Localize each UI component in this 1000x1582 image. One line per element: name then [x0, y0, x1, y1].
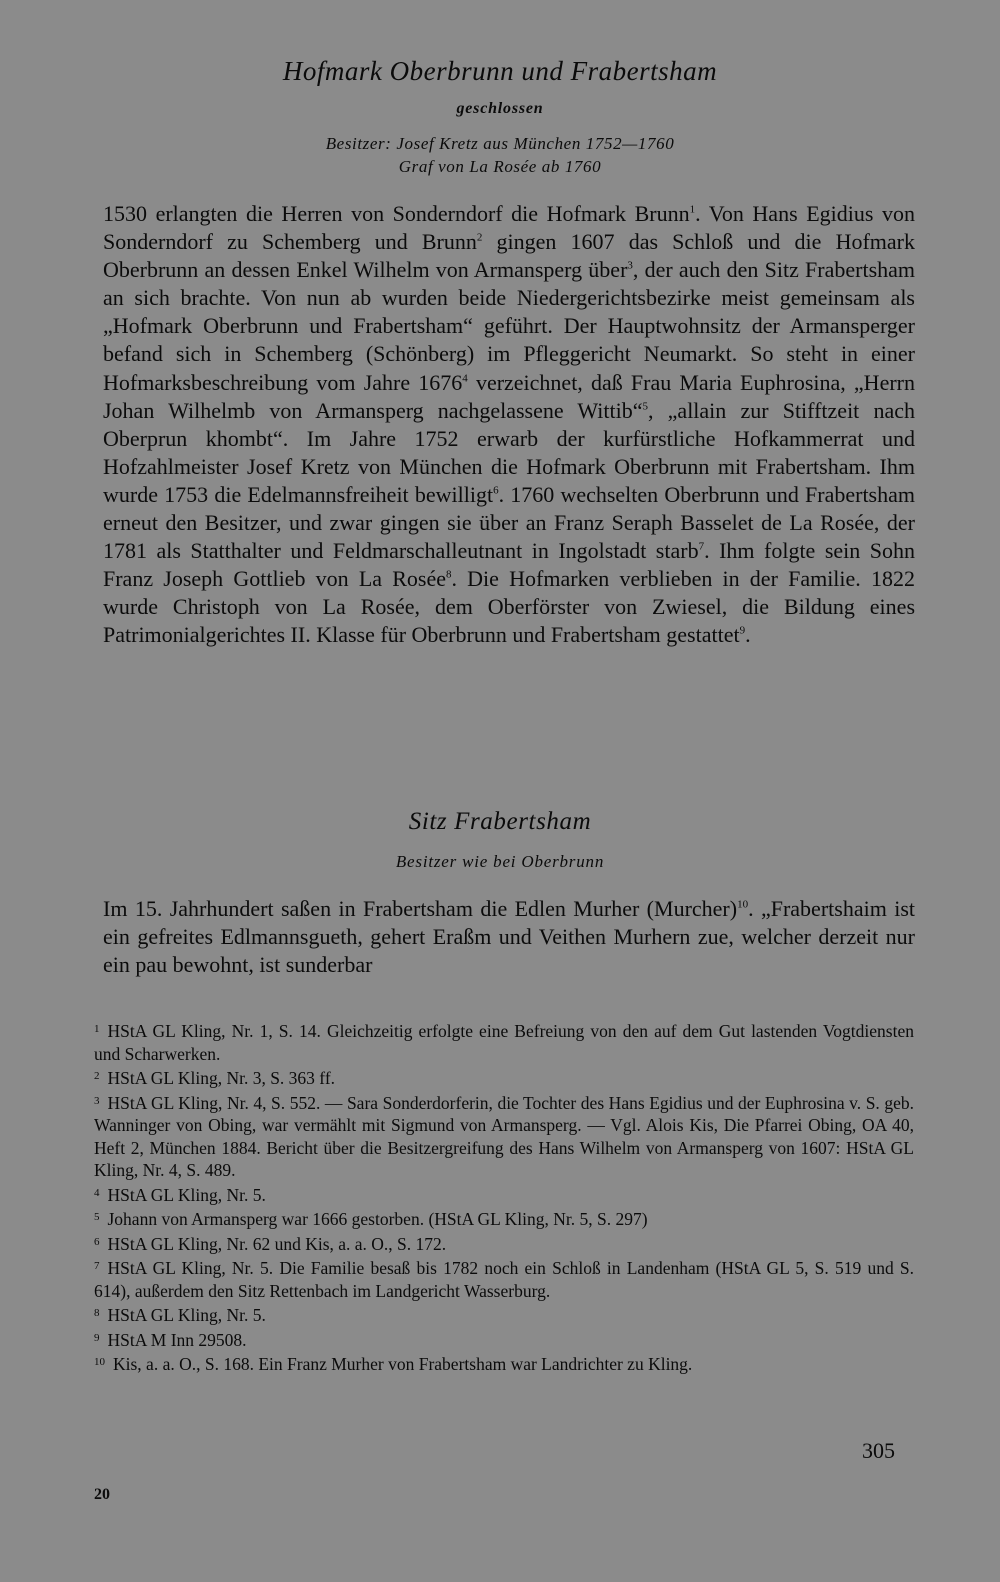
footnote-number: 3: [94, 1094, 100, 1107]
footnote-ref: 3: [627, 259, 633, 272]
footnote-text: HStA GL Kling, Nr. 4, S. 552. — Sara Sonderdorferin, die Tochter des Hans Egidius und der Euphrosina v. S. geb. Wanninger von Obing, war vermählt mit Sigmund von Armansperg. — Vgl. Alois Kis, Die Pfarrei Obing, OA 40, Heft 2, München 1884. Bericht über die Besitzergreifung des Hans Wilhelm von Armansperg von 1607: HStA GL Kling, Nr. 4, S. 489.: [94, 1092, 914, 1180]
footnote-number: 10: [94, 1356, 105, 1368]
text-run: , „allain zur Stifftzeit nach Oberprun khombt“. Im Jahre 1752 erwarb der kurfürstliche Hofkammerrat und Hofzahlmeister Josef Kretz von München die Hofmark Oberbrunn mit Frabertsham. Ihm wurde 1753 die Edelmannsfreiheit bewilligt: [103, 397, 915, 507]
text-run: , der auch den Sitz Frabertsham an sich brachte. Von nun ab wurden beide Niedergerichtsbezirke meist gemeinsam als „Hofmark Oberbrunn und Frabertsham“ geführt. Der Hauptwohnsitz der Armansperger befand sich in Schemberg (Schönberg) im Pfleggericht Neumarkt. So steht in einer Hofmarksbeschreibung vom Jahre 1676: [103, 257, 916, 395]
owners-block: [0, 132, 1000, 178]
footnote-text: HStA M Inn 29508.: [107, 1329, 247, 1350]
section-title-hofmark: Hofmark Oberbrunn und Frabertsham: [282, 56, 718, 86]
footnote-ref: 10: [737, 898, 749, 911]
footnote-text: Johann von Armansperg war 1666 gestorben. (HStA GL Kling, Nr. 5, S. 297): [107, 1209, 648, 1229]
footnote-text: HStA GL Kling, Nr. 5. Die Familie besaß bis 1782 noch ein Schloß in Landenham (HStA GL 5, S. 519 und S. 614), außerdem den Sitz Rettenbach im Landgericht Wasserburg.: [94, 1258, 914, 1301]
footnote-number: 4: [94, 1186, 100, 1199]
footnote-text: HStA GL Kling, Nr. 5.: [107, 1305, 266, 1325]
footnote-text: Kis, a. a. O., S. 168. Ein Franz Murher von Frabertsham war Landrichter zu Kling.: [113, 1354, 693, 1374]
footnote-ref: 1: [689, 203, 696, 216]
text-run: . „Frabertshaim ist ein gefreites Edlmannsgueth, gehert Eraßm und Veithen Murhern zue, welcher derzeit nur ein pau bewohnt, ist sunderbar: [103, 896, 915, 978]
text-run: verzeichnet, daß Frau Maria Euphrosina, „Herrn Johan Wilhelmb von Armansperg nachgelassene Wittib“: [103, 369, 915, 423]
text-run: . 1760 wechselten Oberbrunn und Frabertsham erneut den Besitzer, und zwar gingen sie über an Franz Seraph Basselet de La Rosée, der 1781 als Statthalter und Feldmarschalleutnant in Ingolstadt starb: [103, 481, 915, 564]
footnote: [94, 1302, 914, 1327]
footnotes: [94, 1018, 914, 1376]
footnote: [94, 1231, 914, 1256]
footnote-ref: 2: [476, 231, 483, 244]
footnote-number: 6: [94, 1235, 100, 1248]
footnote-ref: 6: [493, 484, 499, 497]
footnote: [94, 1182, 914, 1207]
text-run: . Ihm folgte sein Sohn Franz Joseph Gottlieb von La Rosée: [103, 538, 915, 592]
section-subtitle-status: geschlossen: [456, 100, 544, 117]
footnote: [94, 1206, 914, 1231]
paragraph-text: [103, 895, 915, 979]
footnote-ref: 8: [445, 568, 452, 581]
footnote-ref: 5: [642, 400, 648, 413]
footnote-number: 7: [94, 1260, 100, 1272]
footnote-number: 8: [94, 1307, 100, 1319]
footnote-text: HStA GL Kling, Nr. 5.: [107, 1184, 266, 1205]
footnote: [94, 1351, 914, 1376]
text-run: Im 15. Jahrhundert saßen in Frabertsham die Edlen Murher (Murcher): [103, 896, 738, 921]
section-subtitle-owners: Besitzer wie bei Oberbrunn: [395, 852, 605, 871]
footnote: [94, 1090, 914, 1182]
owners-line-2: Graf von La Rosée ab 1760: [398, 157, 602, 176]
footnote-number: 1: [94, 1023, 100, 1035]
section-title-sitz: Sitz Frabertsham: [408, 808, 592, 835]
paragraph-sitz-history: [103, 895, 915, 979]
text-run: .: [745, 622, 751, 648]
footnote: [94, 1018, 914, 1065]
footnote: [94, 1327, 914, 1352]
text-run: gingen 1607 das Schloß und die Hofmark Oberbrunn an dessen Enkel Wilhelm von Armansperg über: [103, 229, 915, 283]
footnote-ref: 4: [462, 372, 468, 385]
footnote-number: 5: [94, 1211, 100, 1223]
footnote-ref: 9: [739, 625, 746, 638]
footnote-text: HStA GL Kling, Nr. 62 und Kis, a. a. O., S. 172.: [107, 1233, 447, 1254]
footnote-number: 2: [94, 1070, 100, 1082]
footnote: [94, 1255, 914, 1302]
text-run: . Die Hofmarken verblieben in der Familie. 1822 wurde Christoph von La Rosée, dem Oberförster von Zwiesel, die Bildung eines Patrimonialgerichtes II. Klasse für Oberbrunn und Frabertsham gestattet: [103, 566, 915, 648]
paragraph-hofmark-history: [103, 200, 915, 650]
page-number: 305: [862, 1438, 895, 1463]
footnote-text: HStA GL Kling, Nr. 1, S. 14. Gleichzeitig erfolgte eine Befreiung von den auf dem Gut lastenden Vogtdiensten und Scharwerken.: [94, 1021, 914, 1064]
footnote: [94, 1065, 914, 1090]
text-run: 1530 erlangten die Herren von Sonderndorf die Hofmark Brunn: [103, 201, 690, 226]
owners-line-1: Besitzer: Josef Kretz aus München 1752—1760: [325, 134, 675, 153]
footnote-number: 9: [94, 1331, 100, 1344]
footnote-text: HStA GL Kling, Nr. 3, S. 363 ff.: [107, 1068, 336, 1088]
signature-mark: 20: [94, 1486, 110, 1503]
text-run: . Von Hans Egidius von Sonderndorf zu Schemberg und Brunn: [103, 201, 915, 255]
paragraph-text: [103, 200, 915, 650]
footnote-ref: 7: [698, 540, 705, 553]
